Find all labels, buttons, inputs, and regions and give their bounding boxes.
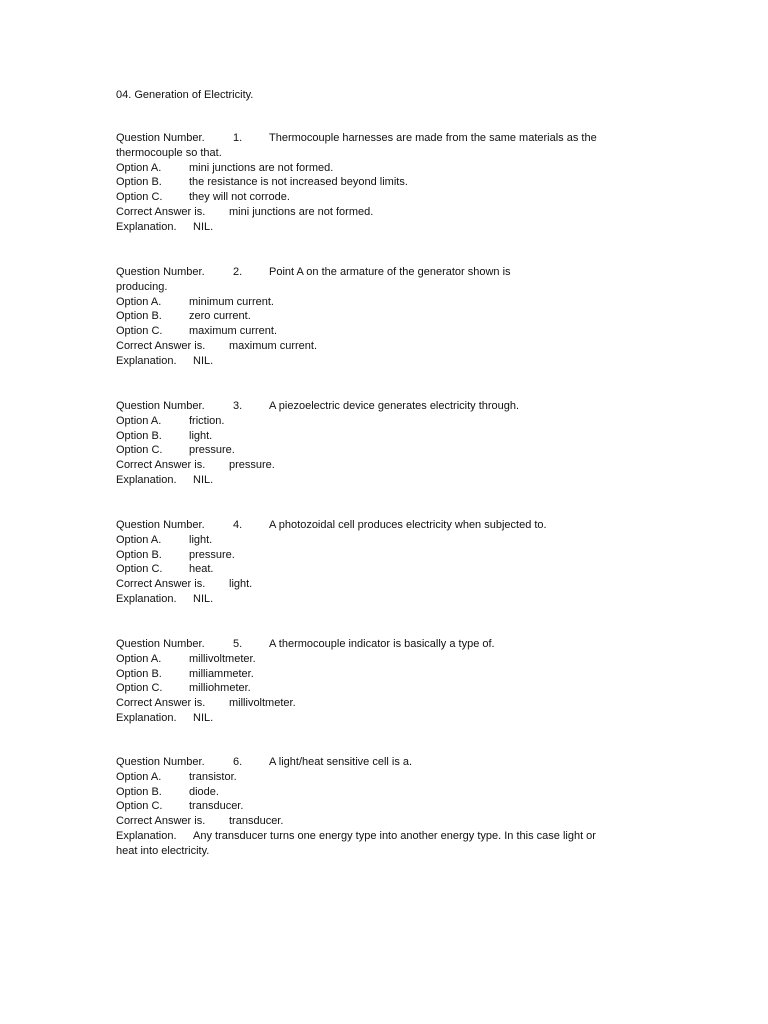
question-block-6 <box>116 755 636 859</box>
option-b-text: the resistance is not increased beyond limits. <box>189 176 408 189</box>
question-number: 6. <box>233 756 243 768</box>
option-a-text: minimum current. <box>189 295 274 308</box>
option-b-text: light. <box>189 429 213 442</box>
option-a-label: Option A. <box>116 652 162 665</box>
question-number-label: Question Number. <box>116 638 205 650</box>
question-line <box>116 637 636 652</box>
question-line <box>116 265 636 280</box>
option-b-label: Option B. <box>116 429 162 442</box>
explanation-text: NIL. <box>193 220 214 233</box>
option-c-label: Option C. <box>116 563 163 576</box>
question-number: 3. <box>233 400 243 412</box>
option-c-line <box>116 562 636 577</box>
option-b-text: pressure. <box>189 548 235 561</box>
option-a-line <box>116 295 636 310</box>
option-b-line <box>116 175 636 190</box>
option-c-line <box>116 443 636 458</box>
question-text: A thermocouple indicator is basically a type of. <box>269 638 495 650</box>
correct-answer-line <box>116 577 636 592</box>
question-text: A light/heat sensitive cell is a. <box>269 756 413 768</box>
option-c-text: heat. <box>189 563 214 576</box>
option-b-label: Option B. <box>116 667 162 680</box>
option-b-line <box>116 548 636 563</box>
explanation-label: Explanation. <box>116 354 177 367</box>
explanation-label: Explanation. <box>116 473 177 486</box>
option-c-text: transducer. <box>189 800 244 813</box>
question-line <box>116 755 636 770</box>
question-block-3 <box>116 399 636 488</box>
question-block-2 <box>116 265 636 369</box>
option-a-line <box>116 652 636 667</box>
option-c-label: Option C. <box>116 191 163 204</box>
correct-answer-text: millivoltmeter. <box>229 697 296 710</box>
correct-answer-text: mini junctions are not formed. <box>229 205 374 218</box>
question-number: 2. <box>233 266 243 278</box>
option-c-label: Option C. <box>116 325 163 338</box>
option-a-label: Option A. <box>116 414 162 427</box>
option-a-text: mini junctions are not formed. <box>189 161 334 174</box>
correct-answer-text: transducer. <box>229 815 284 828</box>
option-b-line <box>116 785 636 800</box>
option-c-line <box>116 799 636 814</box>
question-number-label: Question Number. <box>116 266 205 278</box>
explanation-line <box>116 592 636 607</box>
explanation-line <box>116 220 636 235</box>
explanation-text: NIL. <box>193 711 214 724</box>
correct-answer-text: light. <box>229 578 253 591</box>
question-block-4 <box>116 518 636 607</box>
option-b-text: zero current. <box>189 310 251 323</box>
question-block-1 <box>116 131 636 235</box>
question-text: A photozoidal cell produces electricity when subjected to. <box>269 519 547 531</box>
option-a-line <box>116 533 636 548</box>
correct-answer-line <box>116 205 636 220</box>
question-number-label: Question Number. <box>116 756 205 768</box>
explanation-text: NIL. <box>193 473 214 486</box>
option-a-line <box>116 414 636 429</box>
explanation-line <box>116 711 636 726</box>
explanation-label: Explanation. <box>116 592 177 605</box>
question-text: Point A on the armature of the generator shown is <box>269 266 511 278</box>
explanation-line <box>116 354 636 369</box>
option-b-label: Option B. <box>116 785 162 798</box>
option-b-text: diode. <box>189 785 219 798</box>
correct-answer-text: pressure. <box>229 459 275 472</box>
question-number: 4. <box>233 519 243 531</box>
question-text: Thermocouple harnesses are made from the same materials as the <box>269 132 597 144</box>
option-c-label: Option C. <box>116 444 163 457</box>
correct-answer-label: Correct Answer is. <box>116 697 206 710</box>
option-b-text: milliammeter. <box>189 667 254 680</box>
correct-answer-label: Correct Answer is. <box>116 339 206 352</box>
option-c-text: pressure. <box>189 444 235 457</box>
option-a-text: transistor. <box>189 770 237 783</box>
option-a-text: friction. <box>189 414 225 427</box>
correct-answer-label: Correct Answer is. <box>116 205 206 218</box>
question-text: A piezoelectric device generates electricity through. <box>269 400 520 412</box>
question-block-5 <box>116 637 636 726</box>
option-a-label: Option A. <box>116 533 162 546</box>
option-c-label: Option C. <box>116 682 163 695</box>
option-b-line <box>116 429 636 444</box>
explanation-label: Explanation. <box>116 829 177 842</box>
option-c-label: Option C. <box>116 800 163 813</box>
explanation-text: Any transducer turns one energy type into another energy type. In this case light or <box>193 829 596 842</box>
explanation-text: NIL. <box>193 592 214 605</box>
explanation-line <box>116 829 636 844</box>
question-number: 5. <box>233 638 243 650</box>
option-c-line <box>116 324 636 339</box>
question-text-continuation: producing. <box>116 280 168 293</box>
option-a-line <box>116 770 636 785</box>
correct-answer-text: maximum current. <box>229 339 318 352</box>
option-a-label: Option A. <box>116 770 162 783</box>
correct-answer-label: Correct Answer is. <box>116 578 206 591</box>
option-b-line <box>116 667 636 682</box>
explanation-text-continuation: heat into electricity. <box>116 844 210 857</box>
correct-answer-label: Correct Answer is. <box>116 459 206 472</box>
correct-answer-line <box>116 339 636 354</box>
option-c-text: maximum current. <box>189 325 278 338</box>
option-b-label: Option B. <box>116 310 162 323</box>
question-number: 1. <box>233 132 243 144</box>
option-b-line <box>116 309 636 324</box>
option-a-text: light. <box>189 533 213 546</box>
option-c-text: they will not corrode. <box>189 191 290 204</box>
option-c-text: milliohmeter. <box>189 682 251 695</box>
correct-answer-label: Correct Answer is. <box>116 815 206 828</box>
explanation-line <box>116 473 636 488</box>
option-a-label: Option A. <box>116 161 162 174</box>
option-b-label: Option B. <box>116 548 162 561</box>
question-number-label: Question Number. <box>116 519 205 531</box>
question-line <box>116 399 636 414</box>
option-b-label: Option B. <box>116 176 162 189</box>
explanation-label: Explanation. <box>116 220 177 233</box>
option-a-label: Option A. <box>116 295 162 308</box>
option-a-line <box>116 161 636 176</box>
correct-answer-line <box>116 814 636 829</box>
question-line <box>116 518 636 533</box>
document-title: 04. Generation of Electricity. <box>116 89 254 101</box>
question-text-continuation: thermocouple so that. <box>116 146 222 159</box>
question-line <box>116 131 636 146</box>
explanation-label: Explanation. <box>116 711 177 724</box>
question-number-label: Question Number. <box>116 132 205 144</box>
explanation-text: NIL. <box>193 354 214 367</box>
correct-answer-line <box>116 696 636 711</box>
option-c-line <box>116 681 636 696</box>
correct-answer-line <box>116 458 636 473</box>
option-a-text: millivoltmeter. <box>189 652 256 665</box>
option-c-line <box>116 190 636 205</box>
question-number-label: Question Number. <box>116 400 205 412</box>
